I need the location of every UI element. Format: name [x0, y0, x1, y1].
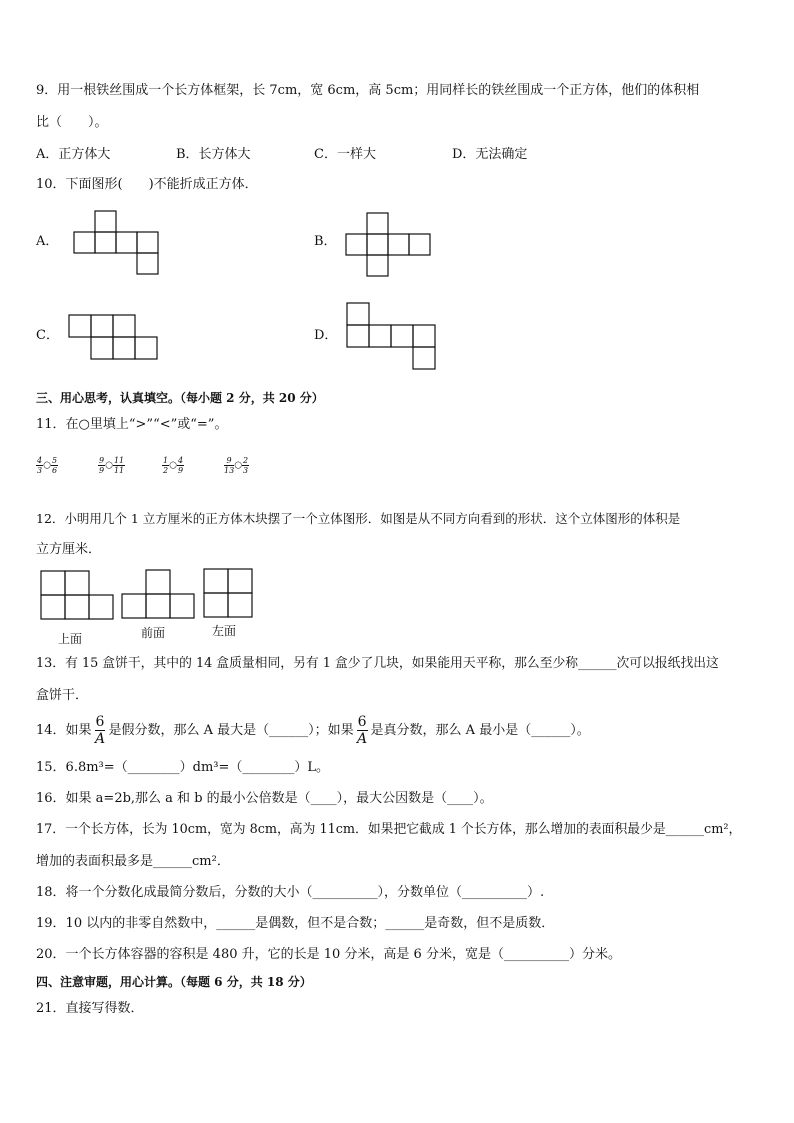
q11-1-b-den: 6: [51, 466, 58, 475]
q12-view-left: [203, 568, 255, 618]
q11-3-a-den: 2: [163, 466, 169, 475]
q10-label-b: B．: [314, 234, 337, 249]
q11-2-b-num: 11: [113, 456, 125, 465]
q11-2-circle: ○: [105, 460, 113, 471]
q11-2-a-den: 9: [99, 466, 105, 475]
q21-text: 21．直接写得数．: [36, 1001, 144, 1016]
q11-3-circle: ○: [169, 460, 177, 471]
q15-text: 15．6.8m³=（________）dm³=（________）L。: [36, 760, 330, 775]
q14-frac1-den: A: [94, 731, 106, 747]
q14-frac2-num: 6: [357, 714, 367, 730]
q9-option-a: A．正方体大: [36, 147, 111, 162]
q16-text: 16．如果 a=2b,那么 a 和 b 的最小公倍数是（____），最大公因数是（____）。: [36, 791, 493, 806]
q12-caption-left: 左面: [212, 624, 237, 638]
q11-item-2: [98, 456, 125, 475]
q11-4-b-num: 2: [243, 456, 249, 465]
section4-title: 四、注意审题，用心计算。（每题 6 分，共 18 分）: [36, 975, 312, 989]
q13-line2: 盒饼干．: [36, 688, 89, 703]
q9-line1: 9．用一根铁丝围成一个长方体框架，长 7cm，宽 6cm，高 5cm；用同样长的铁丝围成一个正方体，他们的体积相: [36, 83, 700, 98]
q11-4-b-den: 3: [243, 466, 249, 475]
q17-line1: 17．一个长方体，长为 10cm，宽为 8cm，高为 11cm．如果把它截成 1 个长方体，那么增加的表面积最少是______cm²，: [36, 822, 742, 837]
q17-line2: 增加的表面积最多是______cm²．: [36, 854, 230, 869]
q11-item-1: [36, 456, 58, 475]
q11-1-a-den: 3: [37, 466, 43, 475]
q11-3-b-num: 4: [177, 456, 184, 465]
q11-3-a-num: 1: [163, 456, 169, 465]
q12-view-top: [40, 570, 115, 620]
q11-4-circle: ○: [234, 460, 243, 471]
q14-part3: 是真分数，那么 A 最小是（______）。: [370, 723, 590, 738]
q10-net-b: [346, 212, 436, 278]
q11-3-b-den: 9: [177, 466, 184, 475]
q11-item-4: [224, 456, 249, 475]
q11-4-a-den: 13: [224, 466, 235, 475]
q20-text: 20．一个长方体容器的容积是 480 升，它的长是 10 分米，高是 6 分米，宽是（__________）分米。: [36, 947, 621, 962]
q11-stem: 11．在○里填上“>”“<”或“=”。: [36, 417, 228, 432]
q10-label-c: C．: [36, 328, 59, 343]
q11-1-a-num: 4: [37, 456, 43, 465]
q10-net-c: [68, 314, 163, 362]
q10-net-d: [346, 302, 441, 372]
q9-option-c: C．一样大: [314, 147, 376, 162]
q12-view-front: [121, 569, 196, 619]
q11-item-3: [162, 456, 184, 475]
q14-part1: 14．如果: [36, 723, 92, 738]
q11-2-a-num: 9: [99, 456, 105, 465]
q10-label-a: A．: [36, 234, 59, 249]
q10-label-d: D．: [314, 328, 338, 343]
section3-title: 三、用心思考，认真填空。（每小题 2 分，共 20 分）: [36, 391, 324, 405]
q9-line2: 比（ ）。: [36, 115, 108, 130]
q14-fraction-2: [357, 714, 368, 747]
q19-text: 19．10 以内的非零自然数中，______是偶数，但不是合数；______是奇数，但不是质数．: [36, 916, 555, 931]
q18-text: 18．将一个分数化成最简分数后，分数的大小（__________），分数单位（__________）.: [36, 885, 545, 900]
q14-frac1-num: 6: [95, 714, 105, 730]
q11-1-circle: ○: [43, 460, 51, 471]
q14-frac2-den: A: [357, 731, 368, 747]
q14-line: [36, 712, 590, 750]
q11-2-b-den: 11: [113, 466, 125, 475]
q13-line1: 13．有 15 盒饼干，其中的 14 盒质量相同，另有 1 盒少了几块，如果能用天平称，那么至少称______次可以报纸找出这: [36, 656, 719, 671]
q14-fraction-1: [95, 714, 106, 747]
q12-caption-top: 上面: [58, 632, 83, 646]
q12-line2: 立方厘米．: [36, 542, 102, 557]
q12-line1: 12．小明用几个 1 立方厘米的正方体木块摆了一个立体图形．如图是从不同方向看到的形状．这个立体图形的体积是: [36, 511, 681, 526]
q14-part2: 是假分数，那么 A 最大是（______）；如果: [108, 723, 354, 738]
q10-net-a: [74, 210, 164, 276]
q12-caption-front: 前面: [141, 626, 166, 640]
q11-4-a-num: 9: [224, 456, 234, 466]
q11-1-b-num: 5: [51, 456, 58, 465]
q9-option-d: D．无法确定: [452, 147, 528, 162]
q10-stem: 10．下面图形( )不能折成正方体．: [36, 177, 258, 192]
q9-option-b: B．长方体大: [176, 147, 251, 162]
